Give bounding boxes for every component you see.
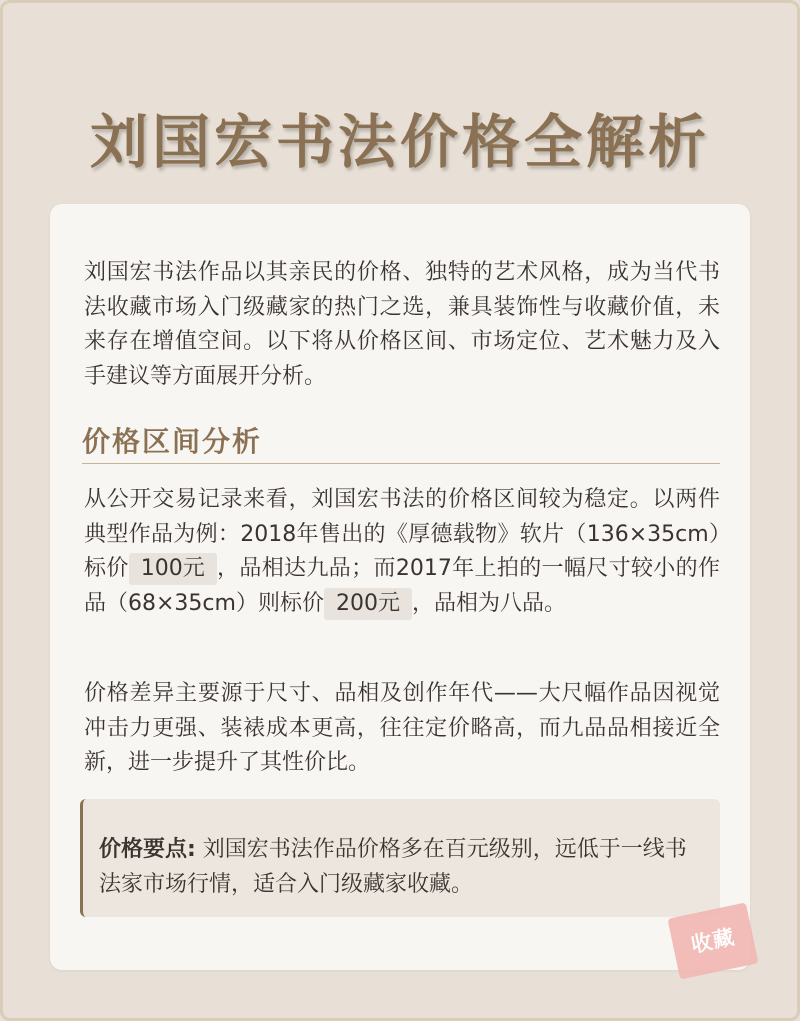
price-paragraph — [84, 483, 720, 621]
price-text-part2: ，品相达九品；而2017年上拍的一幅尺寸较小的作品（68×35cm）则标价 — [84, 556, 720, 616]
price-tag-100: 100元 — [129, 553, 217, 585]
price-text-part3: ，品相为八品。 — [411, 590, 566, 616]
callout-body: 刘国宏书法作品价格多在百元级别，远低于一线书法家市场行情，适合入门级藏家收藏。 — [99, 837, 687, 897]
price-tag-200: 200元 — [324, 588, 412, 620]
content-card — [50, 204, 750, 970]
section-heading: 价格区间分析 — [82, 425, 263, 458]
price-text-part1: 从公开交易记录来看，刘国宏书法的价格区间较为稳定。以两件典型作品为例：2018年售出的《厚德载物》软片（136×35cm）标价 — [84, 487, 720, 581]
callout-text — [99, 833, 699, 902]
callout-label: 价格要点: — [99, 837, 196, 862]
key-point-callout — [80, 799, 720, 917]
intro-paragraph: 刘国宏书法作品以其亲民的价格、独特的艺术风格，成为当代书法收藏市场入门级藏家的热门之选，兼具装饰性与收藏价值，未来存在增值空间。以下将从价格区间、市场定位、艺术魅力及入手建议等方面展开分析。 — [84, 260, 720, 389]
difference-paragraph: 价格差异主要源于尺寸、品相及创作年代——大尺幅作品因视觉冲击力更强、装裱成本更高，往往定价略高，而九品品相接近全新，进一步提升了其性价比。 — [84, 681, 720, 775]
page-title: 刘国宏书法价格全解析 — [89, 108, 710, 176]
section-divider — [82, 463, 720, 464]
collect-stamp-icon[interactable]: 收藏 — [667, 902, 758, 979]
